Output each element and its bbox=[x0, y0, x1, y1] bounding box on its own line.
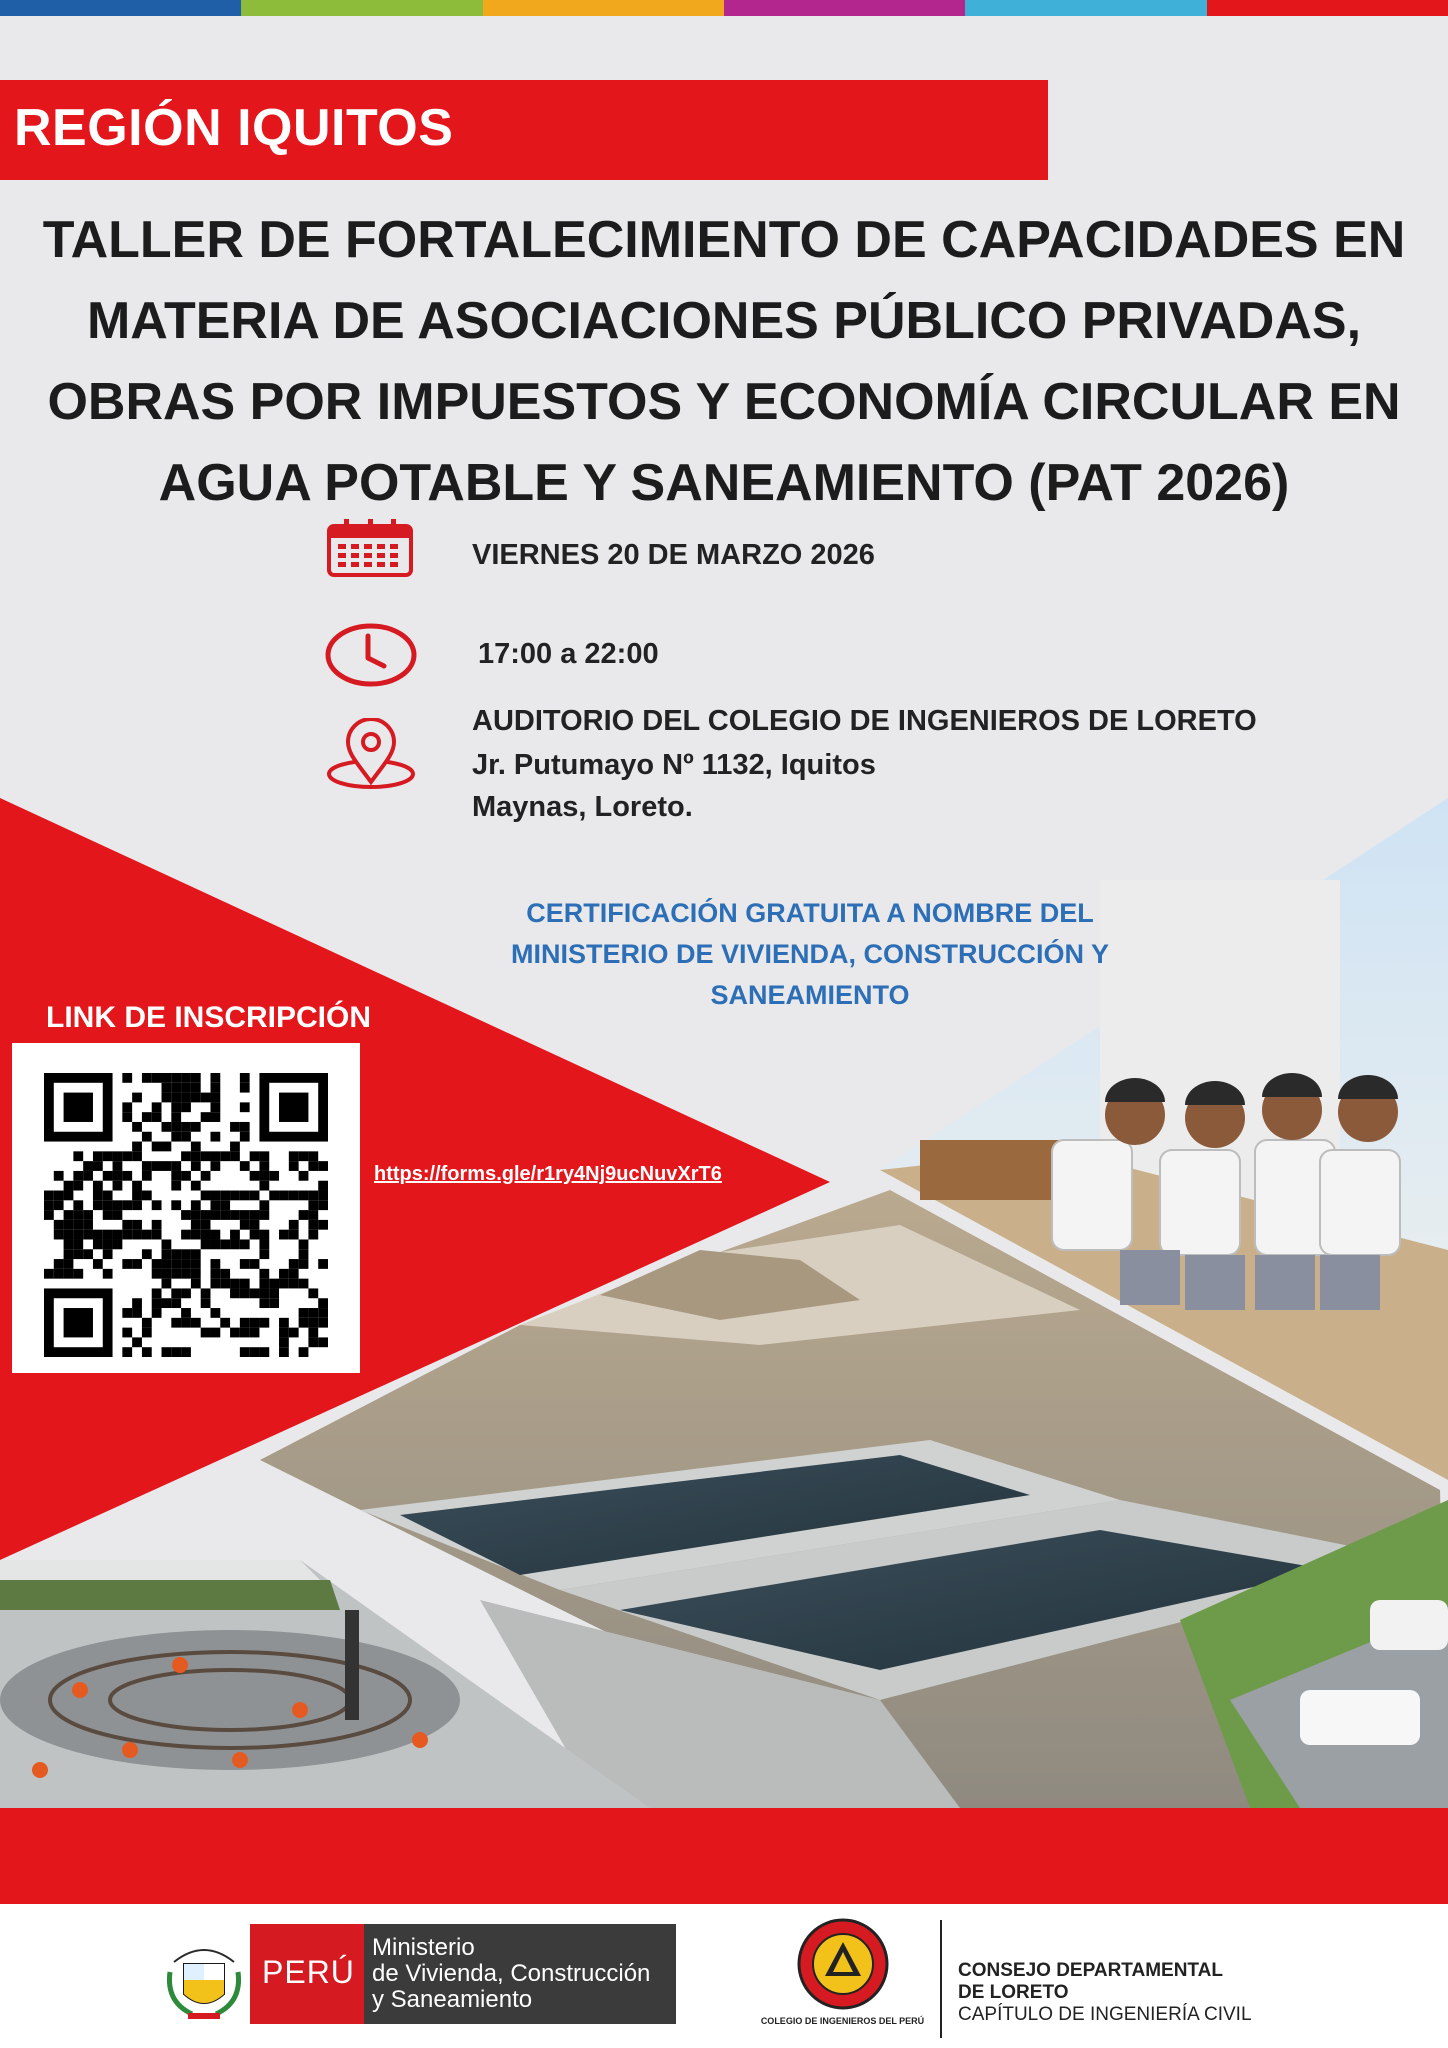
council-name-line: CONSEJO DEPARTAMENTAL bbox=[958, 1960, 1223, 1981]
certification-line: SANEAMIENTO bbox=[710, 980, 910, 1010]
region-title: REGIÓN IQUITOS bbox=[14, 99, 454, 157]
event-time: 17:00 a 22:00 bbox=[478, 638, 659, 670]
certification-line: CERTIFICACIÓN GRATUITA A NOMBRE DEL bbox=[526, 898, 1094, 928]
event-title bbox=[40, 200, 1408, 524]
event-date: VIERNES 20 DE MARZO 2026 bbox=[472, 539, 875, 571]
cip-caption: COLEGIO DE INGENIEROS DEL PERÚ bbox=[760, 2016, 925, 2026]
footer bbox=[0, 1904, 1448, 2048]
venue-city: Maynas, Loreto. bbox=[472, 791, 693, 823]
clock-icon bbox=[324, 622, 418, 688]
peru-coat-of-arms-logo bbox=[162, 1932, 246, 2024]
qr-code-panel[interactable] bbox=[12, 1043, 360, 1373]
registration-label: LINK DE INSCRIPCIÓN bbox=[46, 1001, 372, 1034]
venue-address: Jr. Putumayo Nº 1132, Iquitos bbox=[472, 749, 876, 781]
ministry-name-line: de Vivienda, Construcción bbox=[372, 1960, 651, 1987]
council-name-line: DE LORETO bbox=[958, 1982, 1069, 2003]
calendar-icon bbox=[326, 518, 414, 578]
ministry-name-line: y Saneamiento bbox=[372, 1986, 533, 2013]
title-line: OBRAS POR IMPUESTOS Y ECONOMÍA CIRCULAR EN bbox=[47, 373, 1401, 431]
cip-seal-logo bbox=[795, 1916, 891, 2012]
title-line: MATERIA DE ASOCIACIONES PÚBLICO PRIVADAS, bbox=[86, 292, 1362, 350]
title-line: AGUA POTABLE Y SANEAMIENTO (PAT 2026) bbox=[158, 454, 1290, 512]
bottom-red-band bbox=[0, 1808, 1448, 1904]
ministry-name-line: Ministerio bbox=[372, 1934, 475, 1961]
council-name-line: CAPÍTULO DE INGENIERÍA CIVIL bbox=[958, 2004, 1252, 2025]
certification-line: MINISTERIO DE VIVIENDA, CONSTRUCCIÓN Y bbox=[510, 939, 1110, 969]
footer-divider bbox=[940, 1920, 942, 2038]
peru-label: PERÚ bbox=[262, 1954, 355, 1990]
location-pin-icon bbox=[324, 718, 418, 790]
qr-code-icon[interactable] bbox=[44, 1073, 328, 1357]
venue-name: AUDITORIO DEL COLEGIO DE INGENIEROS DE LORETO bbox=[472, 705, 1257, 737]
title-line: TALLER DE FORTALECIMIENTO DE CAPACIDADES EN bbox=[42, 211, 1406, 269]
registration-link[interactable]: https://forms.gle/r1ry4Nj9ucNuvXrT6 bbox=[374, 1163, 722, 1185]
